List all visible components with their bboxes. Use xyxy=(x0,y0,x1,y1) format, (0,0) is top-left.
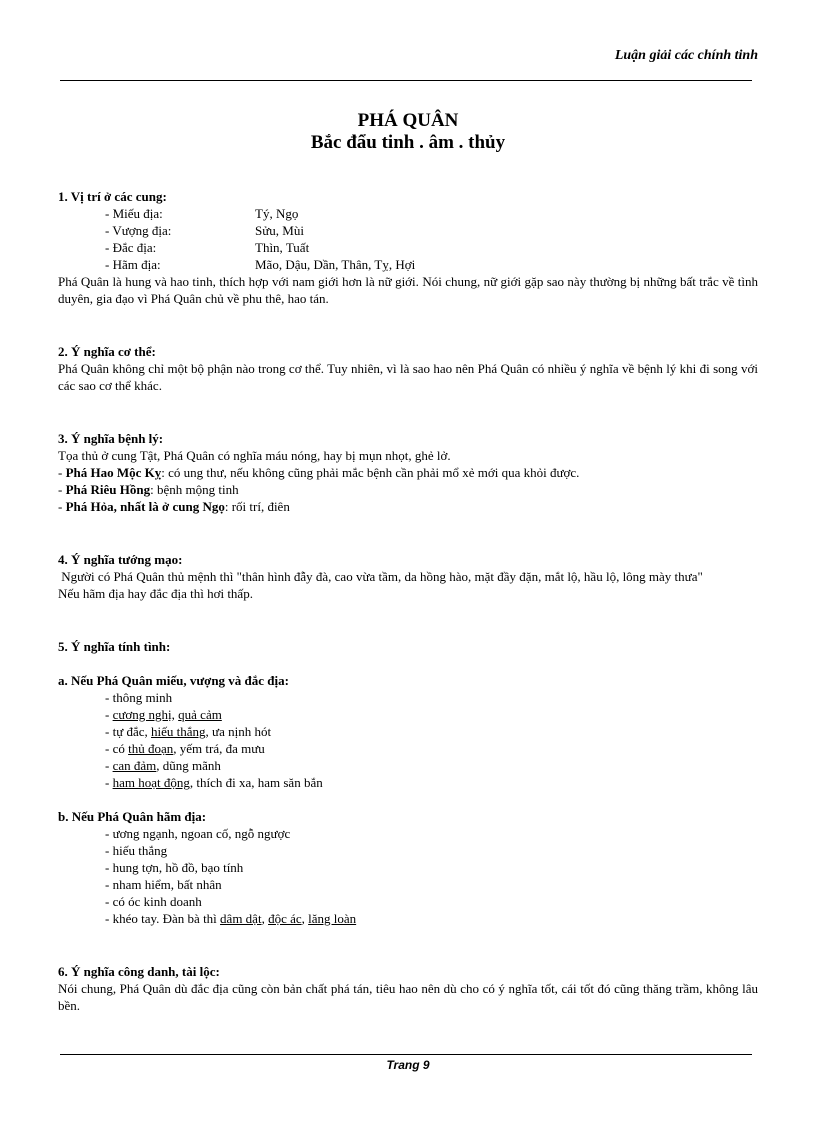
item-text: - có xyxy=(105,741,129,756)
item-bold: Phá Riêu Hồng xyxy=(65,482,151,497)
underlined-term: quả cảm xyxy=(178,707,222,722)
underlined-term: ham hoạt động xyxy=(112,775,190,790)
item-text: : rối trí, điên xyxy=(224,499,290,514)
page-title: PHÁ QUÂN xyxy=(357,110,459,131)
section-heading-5: 5. Ý nghĩa tính tình: xyxy=(58,639,171,654)
list-item xyxy=(58,723,758,740)
footer-rule xyxy=(60,1054,752,1055)
paragraph: Phá Quân là hung và hao tinh, thích hợp với nam giới hơn là nữ giới. Nói chung, nữ giới gặp sao này thường bị những bất trắc về tình duyên, gia đạo vì Phá Quân chủ về phu thê, hao tán. xyxy=(58,274,758,306)
position-value: Thìn, Tuất xyxy=(255,240,310,255)
paragraph: Nếu hãm địa hay đắc địa thì hơi thấp. xyxy=(58,586,253,601)
paragraph: Tọa thủ ở cung Tật, Phá Quân có nghĩa máu nóng, hay bị mụn nhọt, ghẻ lở. xyxy=(58,448,451,463)
underlined-term: lăng loàn xyxy=(308,911,357,926)
paragraph: Nói chung, Phá Quân dù đắc địa cũng còn bản chất phá tán, tiêu hao nên dù cho có ý nghĩa tốt, cái tốt đó cũng thăng trầm, không lâu bền. xyxy=(58,981,758,1013)
position-row xyxy=(58,239,758,256)
list-item: - hiếu thắng xyxy=(105,843,168,858)
list-item: - ương ngạnh, ngoan cố, ngỗ ngược xyxy=(105,826,291,841)
item-text: : bệnh mộng tinh xyxy=(150,482,239,497)
section-heading-1: 1. Vị trí ở các cung: xyxy=(58,189,167,204)
subsection-heading-b: b. Nếu Phá Quân hãm địa: xyxy=(58,809,207,824)
list-item: - can đảm, dũng mãnh xyxy=(105,758,221,773)
underlined-term: độc ác xyxy=(268,911,302,926)
list-item: - cương nghị, quả cảm xyxy=(105,707,222,722)
item-text: , ưa nịnh hót xyxy=(205,724,272,739)
list-item: - hung tợn, hồ đồ, bạo tính xyxy=(105,860,244,875)
position-label: - Đắc địa: xyxy=(105,240,157,255)
position-row xyxy=(58,205,758,222)
header-rule xyxy=(60,80,752,81)
list-item: - thông minh xyxy=(105,690,173,705)
paragraph: Người có Phá Quân thủ mệnh thì "thân hình đẫy đà, cao vừa tầm, da hồng hào, mặt đầy đặn, mắt lộ, hầu lộ, lông mày thưa" xyxy=(58,569,703,584)
underlined-term: dâm dật xyxy=(220,911,262,926)
paragraph: Phá Quân không chỉ một bộ phận nào trong cơ thể. Tuy nhiên, vì là sao hao nên Phá Quân có nhiều ý nghĩa về bệnh lý khi đi song với các sao cơ thể khác. xyxy=(58,361,758,393)
item-text: - khéo tay. Đàn bà thì xyxy=(105,911,221,926)
list-item: - Phá Hao Mộc Kỵ: có ung thư, nếu không cũng phải mắc bệnh cần phải mổ xẻ mới qua khỏi được. xyxy=(58,465,580,480)
underlined-term: cương nghị xyxy=(112,707,172,722)
item-text: , yếm trá, đa mưu xyxy=(173,741,265,756)
list-item: - khéo tay. Đàn bà thì dâm dật, độc ác, lăng loàn xyxy=(105,911,357,926)
position-label: - Hãm địa: xyxy=(105,257,161,272)
item-text: : có ung thư, nếu không cũng phải mắc bệnh cần phải mổ xẻ mới qua khỏi được. xyxy=(161,465,580,480)
list-item: - có óc kinh doanh xyxy=(105,894,202,909)
position-value: Tý, Ngọ xyxy=(255,206,299,221)
position-value: Sửu, Mùi xyxy=(255,223,304,238)
separator: , xyxy=(171,707,179,722)
section-heading-2: 2. Ý nghĩa cơ thể: xyxy=(58,344,156,359)
position-row xyxy=(58,222,758,239)
position-label: - Miếu địa: xyxy=(105,206,163,221)
underlined-term: hiếu thắng xyxy=(151,724,206,739)
position-row xyxy=(58,256,758,273)
running-header: Luận giải các chính tinh xyxy=(614,48,758,63)
list-item: - nham hiểm, bất nhân xyxy=(105,877,222,892)
underlined-term: can đảm xyxy=(112,758,157,773)
item-text: - tự đắc, xyxy=(105,724,152,739)
list-item: - Phá Hỏa, nhất là ở cung Ngọ: rối trí, điên xyxy=(58,499,290,514)
item-bold: Phá Hỏa, nhất là ở cung Ngọ xyxy=(65,499,225,514)
section-heading-3: 3. Ý nghĩa bệnh lý: xyxy=(58,431,164,446)
page-number: Trang 9 xyxy=(386,1058,430,1072)
page-content xyxy=(58,110,758,1014)
page-subtitle: Bắc đẩu tinh . âm . thủy xyxy=(310,132,506,153)
item-bold: Phá Hao Mộc Kỵ xyxy=(65,465,162,480)
list-item: - Phá Riêu Hồng: bệnh mộng tinh xyxy=(58,482,239,497)
list-item xyxy=(58,740,758,757)
list-item: - ham hoạt động, thích đi xa, ham săn bắn xyxy=(105,775,323,790)
underlined-term: thủ đoạn xyxy=(128,741,174,756)
section-heading-4: 4. Ý nghĩa tướng mạo: xyxy=(58,552,183,567)
position-label: - Vượng địa: xyxy=(105,223,172,238)
subsection-heading-a: a. Nếu Phá Quân miếu, vượng và đắc địa: xyxy=(58,673,289,688)
item-text: , dũng mãnh xyxy=(156,758,221,773)
section-heading-6: 6. Ý nghĩa công danh, tài lộc: xyxy=(58,964,220,979)
position-value: Mão, Dậu, Dần, Thân, Tỵ, Hợi xyxy=(255,257,416,272)
item-text: , thích đi xa, ham săn bắn xyxy=(189,775,323,790)
